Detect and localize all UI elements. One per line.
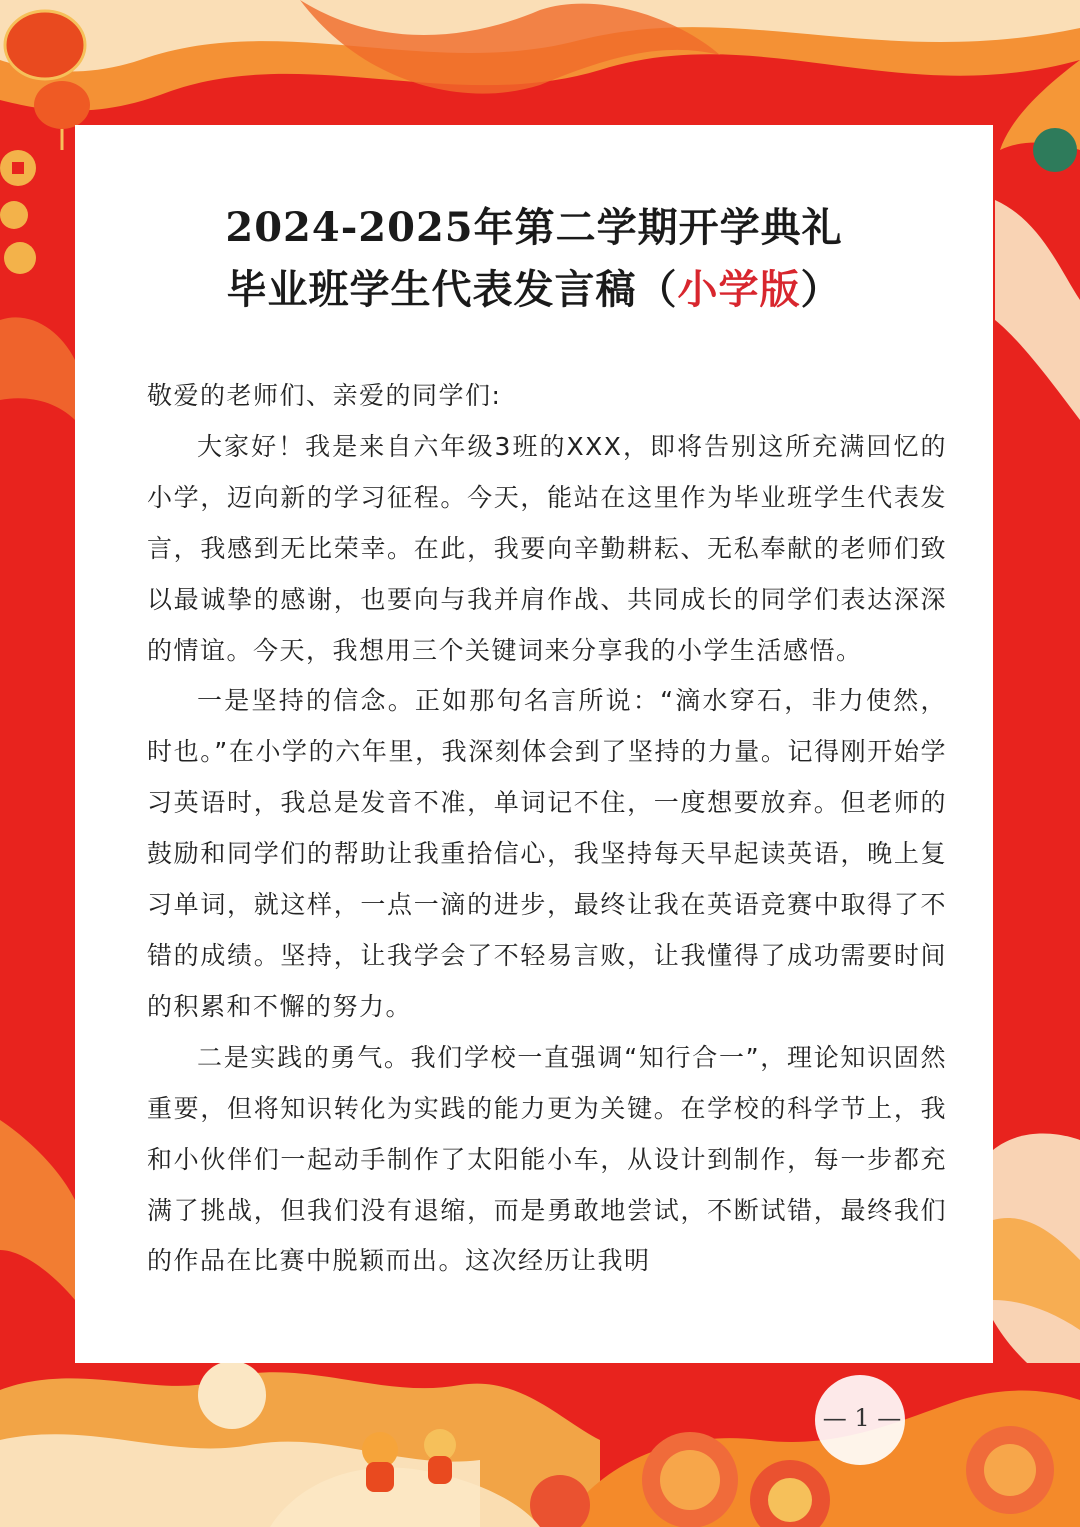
document-page: [75, 125, 993, 1363]
document-title: [75, 197, 993, 321]
speech-body: [147, 371, 947, 1287]
title-line-2-end: ）: [800, 266, 842, 313]
paragraph-2: 一是坚持的信念。正如那句名言所说：“滴水穿石，非力使然，时也。”在小学的六年里，我深刻体会到了坚持的力量。记得刚开始学习英语时，我总是发音不准，单词记不住，一度想要放弃。但老师的鼓励和同学们的帮助让我重拾信心，我坚持每天早起读英语，晚上复习单词，就这样，一点一滴的进步，最终让我在英语竞赛中取得了不错的成绩。坚持，让我学会了不轻易言败，让我懂得了成功需要时间的积累和不懈的努力。: [147, 686, 947, 1021]
paragraph-3: 二是实践的勇气。我们学校一直强调“知行合一”，理论知识固然重要，但将知识转化为实践的能力更为关键。在学校的科学节上，我和小伙伴们一起动手制作了太阳能小车，从设计到制作，每一步都充满了挑战，但我们没有退缩，而是勇敢地尝试，不断试错，最终我们的作品在比赛中脱颖而出。这次经历让我明: [147, 1042, 947, 1276]
title-line-1: 2024-2025年第二学期开学典礼: [225, 204, 843, 251]
title-line-2-main: 毕业班学生代表发言稿（: [226, 266, 678, 313]
paragraph-1: 大家好！我是来自六年级3班的XXX，即将告别这所充满回忆的小学，迈向新的学习征程。今天，能站在这里作为毕业班学生代表发言，我感到无比荣幸。在此，我要向辛勤耕耘、无私奉献的老师们致以最诚挚的感谢，也要向与我并肩作战、共同成长的同学们表达深深的情谊。今天，我想用三个关键词来分享我的小学生活感悟。: [147, 431, 947, 665]
salutation: 敬爱的老师们、亲爱的同学们:: [147, 381, 502, 410]
title-line-2: [75, 259, 993, 321]
title-accent: 小学版: [677, 266, 801, 313]
page-number: — 1 —: [822, 1404, 902, 1432]
